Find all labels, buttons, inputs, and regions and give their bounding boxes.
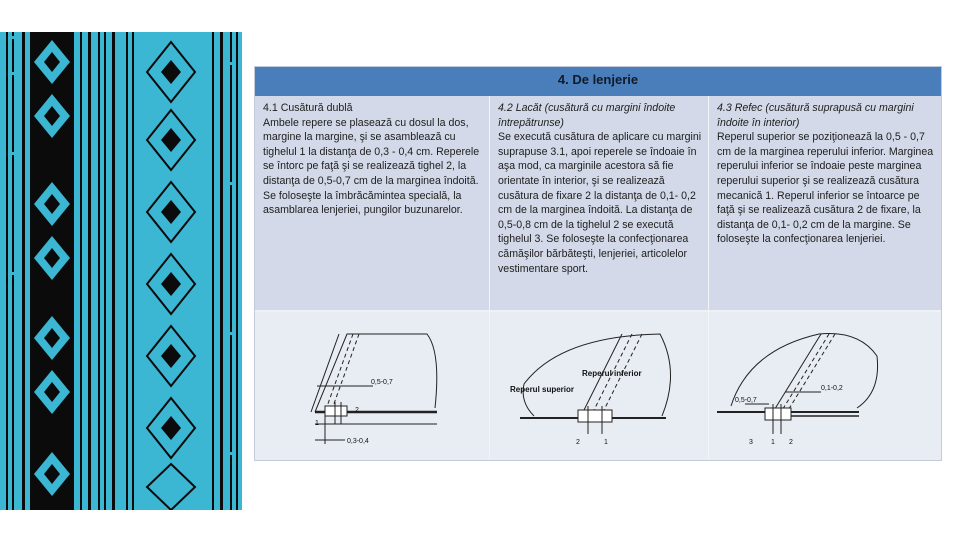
- column-title: [498, 101, 702, 130]
- column-number: 4.1: [263, 102, 278, 114]
- seam-number-label: 1: [771, 439, 775, 446]
- dimension-label: 0,5-0,7: [735, 397, 757, 404]
- column-name: Cusătură dublă: [280, 102, 353, 114]
- column-subtitle: (cusătură cu margini îndoite întrepătrunse): [498, 102, 676, 129]
- decorative-pattern-panel: [0, 32, 242, 510]
- column-divider: [708, 96, 709, 460]
- column-name: Lacăt: [515, 102, 542, 114]
- dimension-label: 0,1-0,2: [821, 385, 843, 392]
- seam-number-label: 3: [749, 439, 753, 446]
- dimension-label: 0,5-0,7: [371, 379, 393, 386]
- column-4-2: [490, 96, 708, 339]
- column-body: Se execută cusătura de aplicare cu margini suprapuse 3.1, apoi reperele se îndoaie în aşa mod, ca marginile acestora să fie orientate în interior, şi se realizează cusătura de fixare 2 la distanţa de 0,1- 0,2 cm de la marginea îndoită. La distanţa de 0,5-0,8 cm de la tighelul 2 se execută tighelul 3. Se foloseşte la confecţionarea cămăşilor bărbăteşti, lenjeriei, articolelor vestimentare sport.: [498, 131, 702, 275]
- seam-number-label: 2: [789, 439, 793, 446]
- upper-piece-label: Reperul superior: [510, 385, 575, 394]
- column-body: Ambele repere se plasează cu dosul la dos, margine la margine, şi se asamblează cu tighelul 1 la distanţa de 0,3 - 0,4 cm. Reperele se întorc pe faţă şi se realizează tighel 2, la distanţa de 0,5-0,7 cm de la marginea îndoită. Se foloseşte la îmbrăcămintea specială, la asamblarea lenjeriei, pungilor buzunarelor.: [263, 116, 480, 217]
- column-4-1: [255, 96, 489, 339]
- woven-pattern-graphic: [0, 32, 242, 510]
- column-4-3: [709, 96, 941, 339]
- seam-number-label: 2: [355, 407, 359, 414]
- column-number: 4.3: [717, 102, 732, 114]
- seam-number-label: 1: [604, 439, 608, 446]
- figure-lock-seam: [490, 312, 708, 460]
- double-seam-diagram: [255, 312, 489, 460]
- column-title: [717, 101, 935, 130]
- seam-number-label: 1: [315, 420, 319, 427]
- column-body: Reperul superior se poziţionează la 0,5 - 0,7 cm de la marginea reperului inferior. Marginea reperului inferior se îndoaie peste marginea reperului superior şi se realizează cusătura mecanică 1. Reperul inferior se întoarce pe faţă şi se realizează cusătura 2 de fixare, la distanţa de 0,1- 0,2 cm de la margine. Se foloseşte la confecţionarea lenjeriei.: [717, 131, 934, 246]
- column-divider: [489, 96, 490, 460]
- table-header: 4. De lenjerie: [255, 67, 941, 96]
- seam-number-label: 2: [576, 439, 580, 446]
- column-number: 4.2: [498, 102, 513, 114]
- figure-flat-fell-seam: [709, 312, 941, 460]
- column-title: [263, 101, 483, 116]
- seams-table: [254, 66, 942, 461]
- lower-piece-label: Reperul inferior: [582, 369, 642, 378]
- column-name: Refec: [734, 102, 763, 114]
- column-subtitle: (cusătură suprapusă cu margini îndoite în interior): [717, 102, 914, 129]
- figure-double-seam: [255, 312, 489, 460]
- lock-seam-diagram: [490, 312, 708, 460]
- dimension-label: 0,3-0,4: [347, 438, 369, 445]
- flat-fell-seam-diagram: [709, 312, 941, 460]
